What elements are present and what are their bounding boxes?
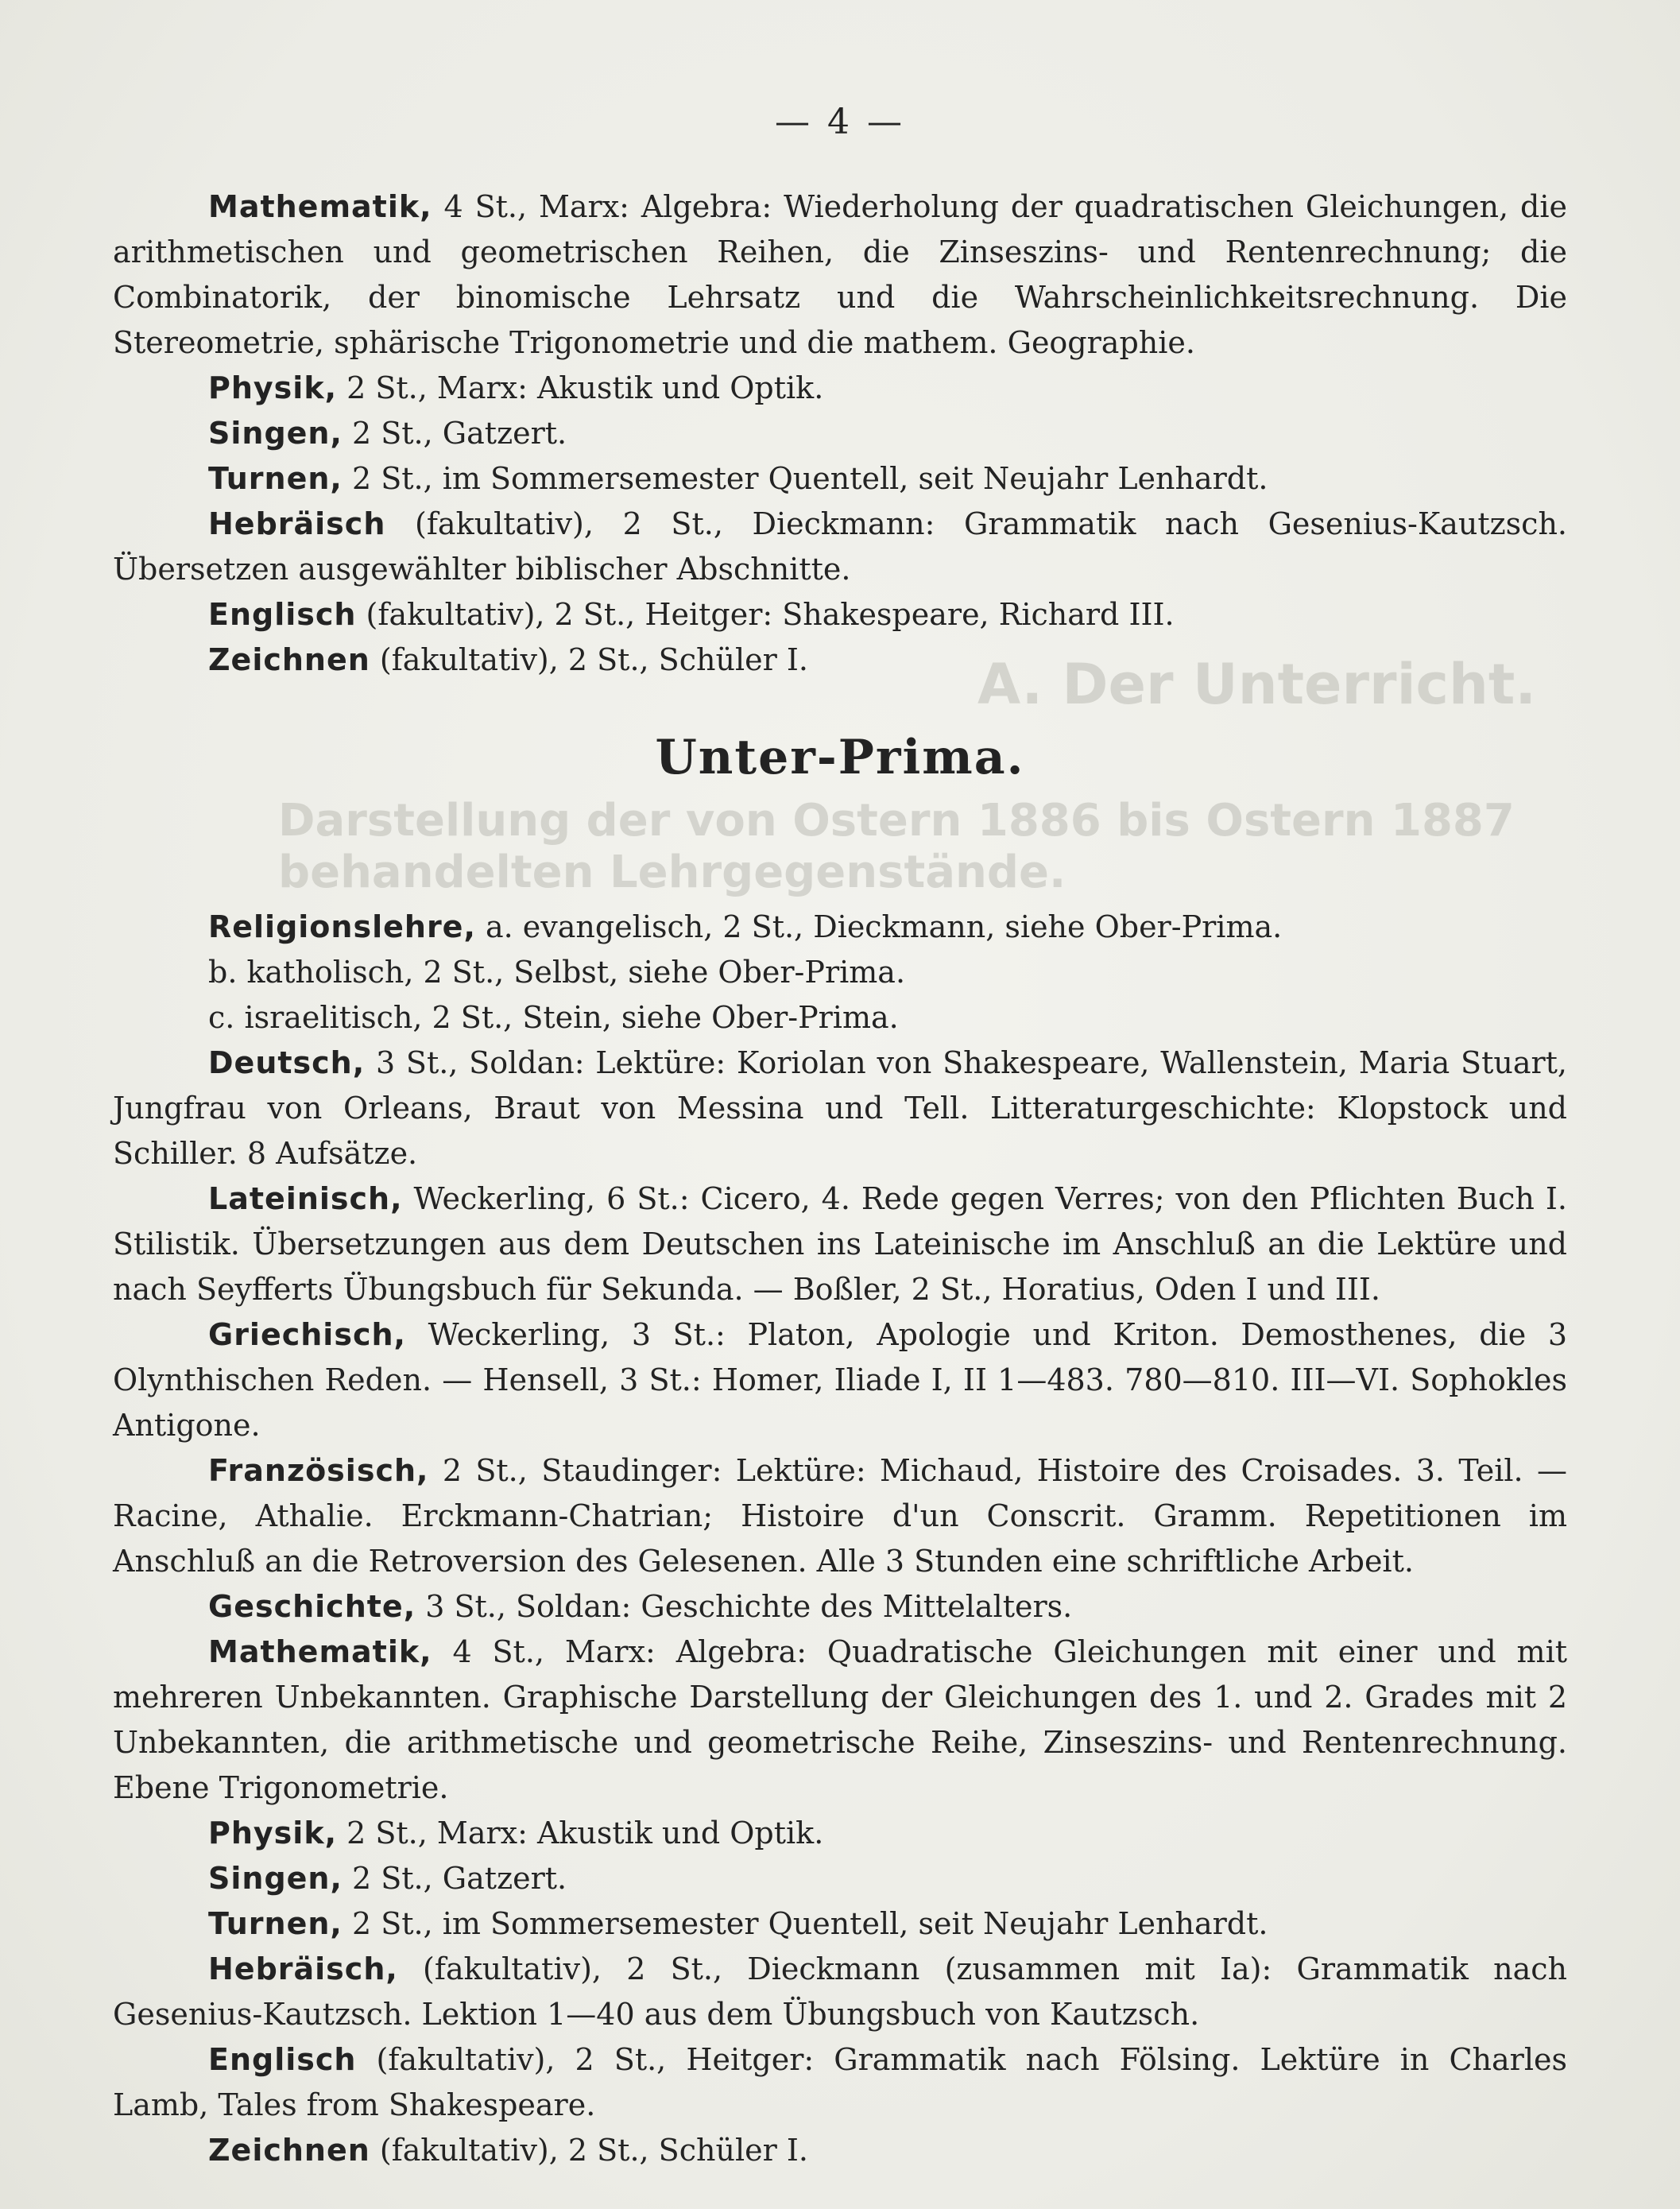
subject-text: (fakultativ), 2 St., Heitger: Grammatik nach Fölsing. Lektüre in Charles Lamb, Tales from Shakespeare. [113, 2042, 1567, 2122]
subject-text: 3 St., Soldan: Geschichte des Mittelalters. [416, 1589, 1073, 1624]
subject-label: Mathematik, [208, 1634, 432, 1669]
subject-entry [113, 905, 1567, 950]
subject-label: Physik, [208, 1816, 338, 1851]
section-heading: Unter-Prima. [655, 730, 1025, 785]
subject-label: Hebräisch, [208, 1951, 398, 1986]
subject-text: (fakultativ), 2 St., Dieckmann (zusammen mit Ia): Grammatik nach Gesenius-Kautzsch. Lektion 1—40 aus dem Übungsbuch von Kautzsch. [113, 1951, 1567, 2032]
subject-text: 3 St., Soldan: Lektüre: Koriolan von Shakespeare, Wallenstein, Maria Stuart, Jungfrau von Orleans, Braut von Messina und Tell. Litteraturgeschichte: Klopstock und Schiller. 8 Aufsätze. [113, 1045, 1567, 1171]
subject-text: 2 St., Staudinger: Lektüre: Michaud, Histoire des Croisades. 3. Teil. — Racine, Athalie. Erckmann-Chatrian; Histoire d'un Conscrit. Gramm. Repetitionen im Anschluß an die Retroversion des Gelesenen. Alle 3 Stunden eine schriftliche Arbeit. [113, 1453, 1567, 1579]
bleed-through-text: Darstellung der von Ostern 1886 bis Ostern 1887 behandelten Lehrgegenstände. [278, 795, 1515, 898]
subject-entry [113, 592, 1567, 638]
subject-entry [113, 950, 1567, 995]
subject-label: Zeichnen [208, 642, 370, 677]
subject-entry [113, 366, 1567, 411]
subject-label: Physik, [208, 370, 338, 405]
subject-text: b. katholisch, 2 St., Selbst, siehe Ober-Prima. [208, 955, 906, 990]
page-number: — 4 — [775, 102, 905, 142]
subject-text: Weckerling, 6 St.: Cicero, 4. Rede gegen Verres; von den Pflichten Buch I. Stilistik. Übersetzungen aus dem Deutschen ins Lateinische im Anschluß an die Lektüre und nach Seyfferts Übungsbuch für Sekunda. — Boßler, 2 St., Horatius, Oden I und III. [113, 1181, 1567, 1307]
subject-entry [113, 2037, 1567, 2128]
subject-text: (fakultativ), 2 St., Schüler I. [370, 642, 808, 677]
subject-text: c. israelitisch, 2 St., Stein, siehe Ober-Prima. [208, 1000, 899, 1035]
subject-text: a. evangelisch, 2 St., Dieckmann, siehe Ober-Prima. [475, 909, 1283, 944]
subject-label: Singen, [208, 1861, 343, 1896]
subject-label: Hebräisch [208, 506, 386, 541]
subject-label: Deutsch, [208, 1045, 366, 1080]
subject-label: Mathematik, [208, 189, 432, 224]
subject-text: 2 St., im Sommersemester Quentell, seit Neujahr Lenhardt. [342, 461, 1268, 496]
subject-entry [113, 1856, 1567, 1901]
subject-text: 2 St., Marx: Akustik und Optik. [337, 370, 824, 405]
subject-text: 4 St., Marx: Algebra: Wiederholung der quadratischen Gleichungen, die arithmetischen und geometrischen Reihen, die Zinseszins- und Rentenrechnung; die Combinatorik, der binomische Lehrsatz und die Wahrscheinlichkeitsrechnung. Die Stereometrie, sphärische Trigonometrie und die mathem. Geographie. [113, 189, 1567, 360]
subject-label: Französisch, [208, 1453, 429, 1488]
subject-entry [113, 1041, 1567, 1176]
subject-label: Englisch [208, 597, 357, 632]
subject-label: Griechisch, [208, 1317, 406, 1352]
subject-label: Geschichte, [208, 1589, 416, 1624]
subject-text: 2 St., Gatzert. [342, 1861, 567, 1896]
subject-entry [113, 638, 1567, 683]
subject-text: 2 St., im Sommersemester Quentell, seit Neujahr Lenhardt. [342, 1906, 1268, 1941]
ober-prima-continuation [113, 184, 1567, 683]
subject-label: Singen, [208, 416, 343, 451]
unter-prima-section [113, 905, 1567, 2173]
subject-label: Lateinisch, [208, 1181, 403, 1216]
subject-entry [113, 502, 1567, 592]
subject-entry [113, 1448, 1567, 1584]
subject-label: Turnen, [208, 1906, 343, 1941]
subject-entry [113, 1630, 1567, 1811]
subject-text: 4 St., Marx: Algebra: Quadratische Gleichungen mit einer und mit mehreren Unbekannten. Graphische Darstellung der Gleichungen des 1. und 2. Grades mit 2 Unbekannten, die arithmetische und geometrische Reihe, Zinseszins- und Rentenrechnung. Ebene Trigonometrie. [113, 1634, 1567, 1805]
subject-entry [113, 184, 1567, 366]
subject-entry [113, 995, 1567, 1041]
subject-text: 2 St., Marx: Akustik und Optik. [337, 1816, 824, 1851]
subject-entry [113, 456, 1567, 502]
subject-text: (fakultativ), 2 St., Heitger: Shakespeare, Richard III. [356, 597, 1175, 632]
subject-label: Englisch [208, 2042, 357, 2077]
subject-text: (fakultativ), 2 St., Dieckmann: Grammatik nach Gesenius-Kautzsch. Übersetzen ausgewählter biblischer Abschnitte. [113, 506, 1567, 587]
subject-entry [113, 1811, 1567, 1856]
bleed-through-text: A. Der Unterricht. [977, 652, 1536, 717]
subject-entry [113, 1176, 1567, 1312]
subject-text: (fakultativ), 2 St., Schüler I. [370, 2133, 808, 2168]
subject-label: Turnen, [208, 461, 343, 496]
subject-entry [113, 411, 1567, 456]
subject-entry [113, 2128, 1567, 2173]
subject-entry [113, 1901, 1567, 1947]
subject-entry [113, 1584, 1567, 1630]
subject-label: Religionslehre, [208, 909, 476, 944]
subject-entry [113, 1312, 1567, 1448]
subject-text: 2 St., Gatzert. [342, 416, 567, 451]
subject-entry [113, 1947, 1567, 2037]
subject-label: Zeichnen [208, 2133, 370, 2168]
subject-text: Weckerling, 3 St.: Platon, Apologie und Kriton. Demosthenes, die 3 Olynthischen Reden. — Hensell, 3 St.: Homer, Iliade I, II 1—483. 780—810. III—VI. Sophokles Antigone. [113, 1317, 1567, 1443]
